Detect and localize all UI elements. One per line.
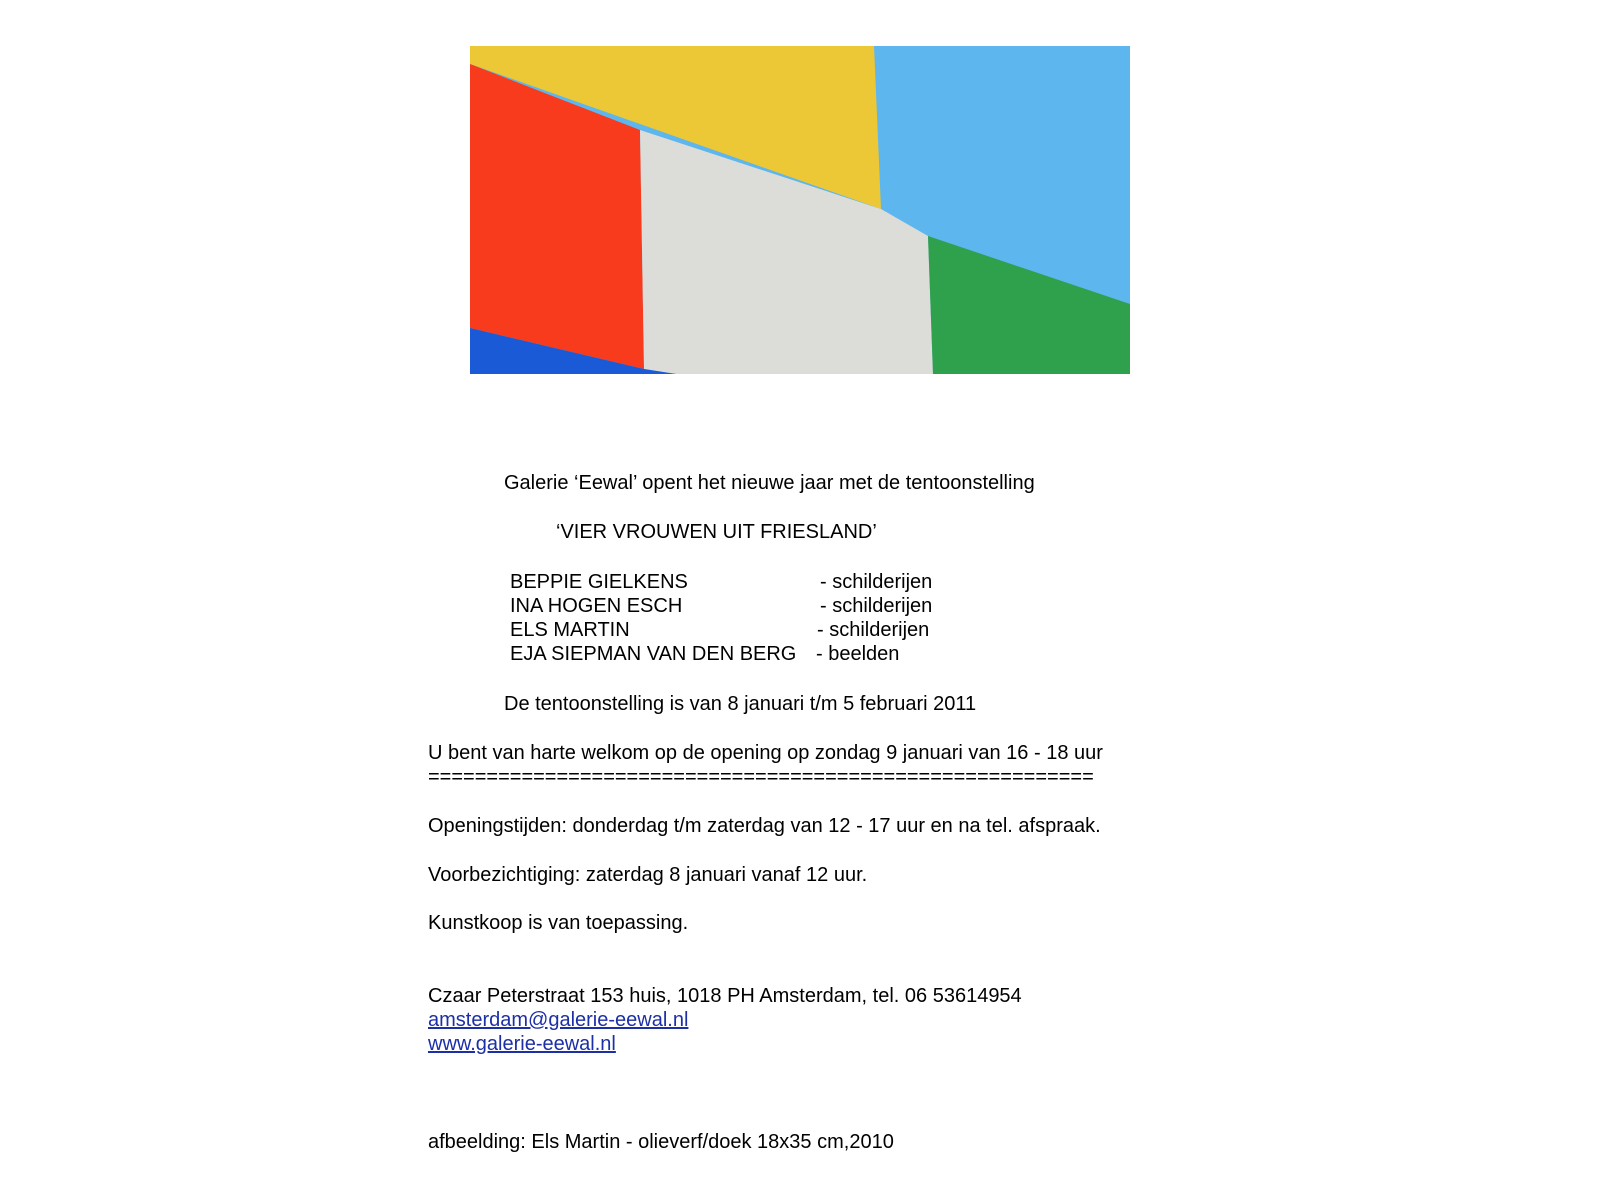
painting-image [470,46,1130,374]
website-link[interactable]: www.galerie-eewal.nl [428,1033,616,1055]
image-caption: afbeelding: Els Martin - olieverf/doek 18x35 cm,2010 [428,1131,894,1153]
intro-text: Galerie ‘Eewal’ opent het nieuwe jaar met de tentoonstelling [504,472,1035,494]
artist-medium: - beelden [816,643,900,665]
contact-address: Czaar Peterstraat 153 huis, 1018 PH Amsterdam, tel. 06 53614954 [428,985,1022,1007]
opening-invitation: U bent van harte welkom op de opening op zondag 9 januari van 16 - 18 uur [428,742,1103,764]
artist-medium: - schilderijen [820,571,933,593]
separator-line: ========================================================= [428,766,1094,788]
artist-name: BEPPIE GIELKENS [510,571,688,593]
artist-name: EJA SIEPMAN VAN DEN BERG [510,643,797,665]
kunstkoop-text: Kunstkoop is van toepassing. [428,912,689,934]
artist-name: ELS MARTIN [510,619,630,641]
opening-hours: Openingstijden: donderdag t/m zaterdag van 12 - 17 uur en na tel. afspraak. [428,815,1101,837]
artist-medium: - schilderijen [820,595,933,617]
exhibition-dates: De tentoonstelling is van 8 januari t/m 5 februari 2011 [504,693,977,715]
artist-name: INA HOGEN ESCH [510,595,683,617]
exhibition-title: ‘VIER VROUWEN UIT FRIESLAND’ [556,521,877,543]
preview-text: Voorbezichtiging: zaterdag 8 januari vanaf 12 uur. [428,864,868,886]
artist-medium: - schilderijen [817,619,930,641]
email-link[interactable]: amsterdam@galerie-eewal.nl [428,1009,689,1031]
